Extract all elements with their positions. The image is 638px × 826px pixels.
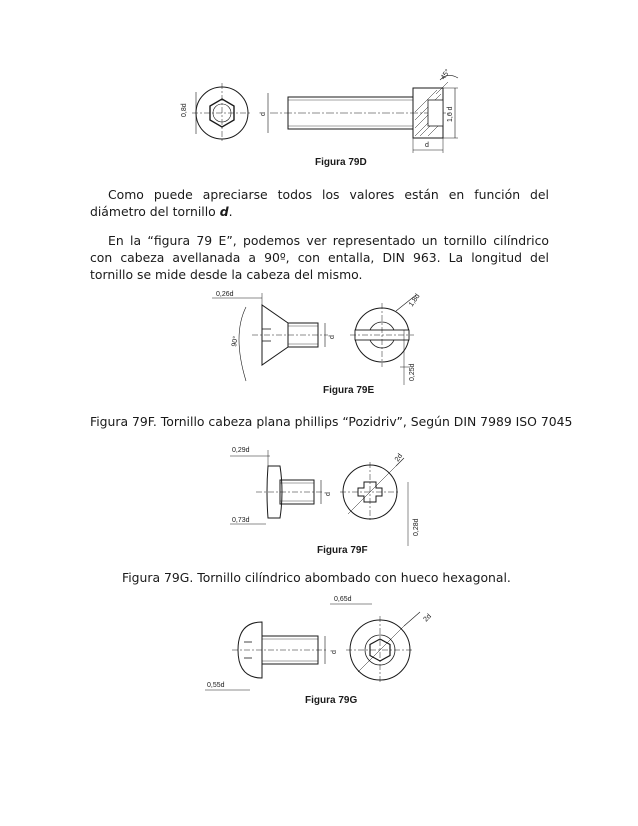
paragraph-1 — [90, 186, 549, 220]
label-head-dia: 1,8d — [407, 292, 422, 309]
label-recess: 0,28d — [413, 518, 420, 536]
paragraph-1-end: . — [228, 204, 233, 219]
label-head-height: 0,65d — [334, 596, 352, 603]
label-diameter: d — [329, 335, 336, 339]
paragraph-1-text: Como puede apreciarse todos los valores están en función del diámetro del tornillo — [90, 187, 549, 219]
paragraph-2 — [90, 232, 549, 283]
label-head-height: 0,8d — [181, 103, 188, 117]
figure-caption: Figura 79D — [315, 157, 367, 168]
figure-caption: Figura 79E — [323, 385, 375, 396]
caption-79f: Figura 79F. Tornillo cabeza plana phillips “Pozidriv”, Según DIN 7989 ISO 7045 — [90, 414, 573, 429]
figure-caption: Figura 79F — [317, 545, 368, 556]
label-diameter: d — [331, 650, 338, 654]
label-head-radius: 0,55d — [207, 682, 225, 689]
label-head-dia: 2d — [422, 612, 433, 624]
figure-79f — [0, 436, 638, 561]
label-diameter: d — [325, 492, 332, 496]
label-head-height: 0,29d — [232, 447, 250, 454]
figure-79e — [0, 285, 638, 405]
figure-caption: Figura 79G — [305, 695, 358, 706]
figure-79g — [0, 590, 638, 715]
label-slot: 0,26d — [216, 291, 234, 298]
paragraph-2-text: En la “figura 79 E”, podemos ver representado un tornillo cilíndrico con cabeza avellanada a 90º, con entalla, DIN 963. La longitud del tornillo se mide desde la cabeza del mismo. — [90, 233, 549, 282]
caption-79g: Figura 79G. Tornillo cilíndrico abombado con hueco hexagonal. — [122, 570, 511, 585]
label-angle: 90° — [231, 335, 240, 348]
label-head-radius: 0,73d — [232, 517, 250, 524]
label-slot-depth: 0,25d — [409, 363, 416, 381]
label-diameter: d — [260, 112, 267, 116]
figure-79d — [0, 0, 638, 175]
label-angle: 45° — [439, 68, 452, 82]
label-head-dia: 1,6 d — [447, 106, 454, 122]
label-length: d — [425, 142, 429, 149]
label-head-dia: 2d — [393, 452, 405, 464]
paragraph-1-emph: d — [219, 204, 229, 219]
